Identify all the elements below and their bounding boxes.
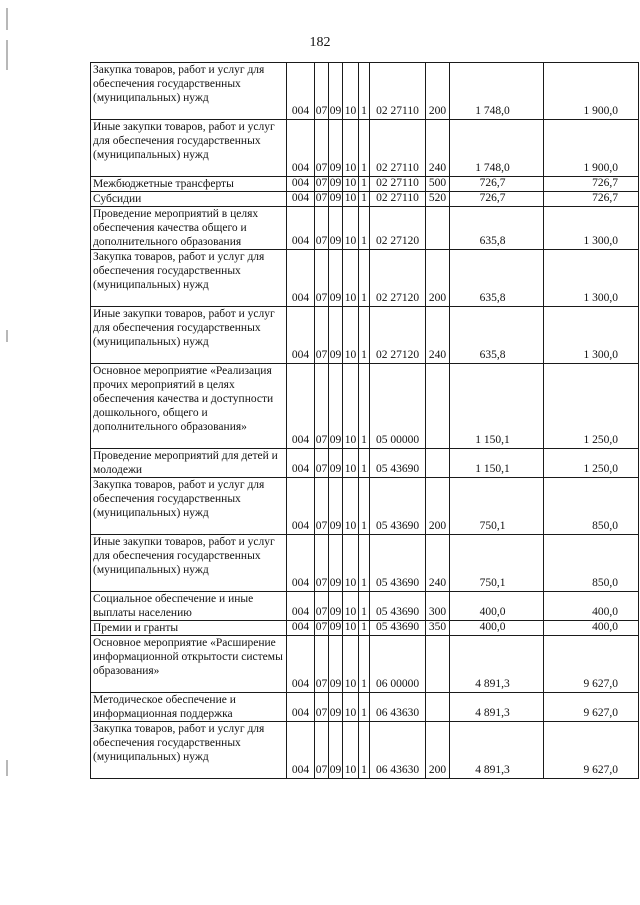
subsection-code: 09 — [329, 636, 343, 693]
table-row — [91, 478, 639, 535]
target-article-code: 02 27110 — [370, 192, 426, 207]
expense-type-code — [426, 364, 450, 449]
table-body — [91, 63, 639, 779]
section-code: 07 — [315, 693, 329, 722]
target-article-code: 05 43690 — [370, 592, 426, 621]
table-row — [91, 250, 639, 307]
budget-table — [90, 62, 639, 779]
expense-type-code: 200 — [426, 63, 450, 120]
table-row — [91, 449, 639, 478]
ministry-code: 004 — [287, 693, 315, 722]
amount-first-year: 1 150,1 — [450, 449, 544, 478]
subprogram-code: 1 — [359, 592, 370, 621]
amount-second-year: 1 250,0 — [544, 364, 639, 449]
section-code: 07 — [315, 207, 329, 250]
program-code: 10 — [343, 207, 359, 250]
subsection-code: 09 — [329, 478, 343, 535]
subprogram-code: 1 — [359, 63, 370, 120]
section-code: 07 — [315, 449, 329, 478]
row-name — [91, 693, 287, 722]
amount-second-year: 726,7 — [544, 177, 639, 192]
ministry-code: 004 — [287, 478, 315, 535]
subsection-code: 09 — [329, 535, 343, 592]
subsection-code: 09 — [329, 693, 343, 722]
section-code: 07 — [315, 192, 329, 207]
row-name-text: Проведение мероприятий для детей и молодежи — [93, 450, 278, 476]
amount-first-year: 400,0 — [450, 592, 544, 621]
subprogram-code: 1 — [359, 693, 370, 722]
row-name-text: Социальное обеспечение и иные выплаты населению — [93, 593, 254, 619]
row-name — [91, 307, 287, 364]
row-name — [91, 449, 287, 478]
amount-second-year: 9 627,0 — [544, 693, 639, 722]
subsection-code: 09 — [329, 307, 343, 364]
program-code: 10 — [343, 364, 359, 449]
expense-type-code — [426, 636, 450, 693]
subprogram-code: 1 — [359, 722, 370, 779]
program-code: 10 — [343, 693, 359, 722]
section-code: 07 — [315, 307, 329, 364]
target-article-code: 02 27120 — [370, 207, 426, 250]
amount-second-year: 400,0 — [544, 592, 639, 621]
ministry-code: 004 — [287, 636, 315, 693]
expense-type-code: 200 — [426, 478, 450, 535]
row-name-text: Субсидии — [93, 193, 142, 205]
subsection-code: 09 — [329, 63, 343, 120]
amount-second-year: 850,0 — [544, 535, 639, 592]
table-row — [91, 592, 639, 621]
section-code: 07 — [315, 636, 329, 693]
target-article-code: 02 27110 — [370, 63, 426, 120]
amount-first-year: 4 891,3 — [450, 693, 544, 722]
row-name — [91, 207, 287, 250]
program-code: 10 — [343, 722, 359, 779]
row-name — [91, 636, 287, 693]
amount-second-year: 850,0 — [544, 478, 639, 535]
ministry-code: 004 — [287, 177, 315, 192]
page-number: 182 — [309, 35, 331, 50]
table-row — [91, 192, 639, 207]
program-code: 10 — [343, 192, 359, 207]
amount-first-year: 1 150,1 — [450, 364, 544, 449]
table-row — [91, 177, 639, 192]
section-code: 07 — [315, 592, 329, 621]
row-name — [91, 364, 287, 449]
section-code: 07 — [315, 722, 329, 779]
amount-first-year: 750,1 — [450, 478, 544, 535]
amount-second-year: 1 300,0 — [544, 250, 639, 307]
subsection-code: 09 — [329, 449, 343, 478]
expense-type-code: 240 — [426, 120, 450, 177]
subsection-code: 09 — [329, 177, 343, 192]
row-name-text: Иные закупки товаров, работ и услуг для обеспечения государственных (муниципальных) нужд — [93, 536, 275, 576]
target-article-code: 05 00000 — [370, 364, 426, 449]
amount-first-year: 1 748,0 — [450, 120, 544, 177]
ministry-code: 004 — [287, 364, 315, 449]
expense-type-code: 240 — [426, 307, 450, 364]
subprogram-code: 1 — [359, 478, 370, 535]
amount-first-year: 750,1 — [450, 535, 544, 592]
target-article-code: 06 00000 — [370, 636, 426, 693]
ministry-code: 004 — [287, 120, 315, 177]
subprogram-code: 1 — [359, 636, 370, 693]
program-code: 10 — [343, 636, 359, 693]
section-code: 07 — [315, 120, 329, 177]
expense-type-code: 300 — [426, 592, 450, 621]
target-article-code: 06 43630 — [370, 693, 426, 722]
table-row — [91, 307, 639, 364]
subsection-code: 09 — [329, 364, 343, 449]
row-name-text: Закупка товаров, работ и услуг для обеспечения государственных (муниципальных) нужд — [93, 723, 265, 763]
scan-edge-marks — [2, 0, 16, 905]
section-code: 07 — [315, 63, 329, 120]
row-name-text: Закупка товаров, работ и услуг для обеспечения государственных (муниципальных) нужд — [93, 251, 265, 291]
target-article-code: 02 27110 — [370, 177, 426, 192]
ministry-code: 004 — [287, 722, 315, 779]
target-article-code: 05 43690 — [370, 621, 426, 636]
subsection-code: 09 — [329, 592, 343, 621]
target-article-code: 05 43690 — [370, 449, 426, 478]
amount-first-year: 4 891,3 — [450, 722, 544, 779]
row-name-text: Межбюджетные трансферты — [93, 178, 234, 190]
row-name-text: Закупка товаров, работ и услуг для обеспечения государственных (муниципальных) нужд — [93, 479, 265, 519]
subprogram-code: 1 — [359, 177, 370, 192]
row-name — [91, 177, 287, 192]
row-name-text: Закупка товаров, работ и услуг для обеспечения государственных (муниципальных) нужд — [93, 64, 265, 104]
expense-type-code: 500 — [426, 177, 450, 192]
row-name — [91, 192, 287, 207]
row-name — [91, 592, 287, 621]
amount-second-year: 726,7 — [544, 192, 639, 207]
program-code: 10 — [343, 449, 359, 478]
expense-type-code: 200 — [426, 722, 450, 779]
table-row — [91, 120, 639, 177]
subprogram-code: 1 — [359, 250, 370, 307]
amount-second-year: 1 300,0 — [544, 207, 639, 250]
subsection-code: 09 — [329, 207, 343, 250]
row-name-text: Основное мероприятие «Расширение информационной открытости системы образования» — [93, 637, 283, 677]
table-row — [91, 535, 639, 592]
row-name — [91, 250, 287, 307]
amount-second-year: 9 627,0 — [544, 636, 639, 693]
program-code: 10 — [343, 535, 359, 592]
program-code: 10 — [343, 621, 359, 636]
target-article-code: 05 43690 — [370, 535, 426, 592]
subsection-code: 09 — [329, 120, 343, 177]
amount-first-year: 726,7 — [450, 177, 544, 192]
amount-first-year: 400,0 — [450, 621, 544, 636]
expense-type-code — [426, 207, 450, 250]
program-code: 10 — [343, 63, 359, 120]
ministry-code: 004 — [287, 207, 315, 250]
row-name — [91, 120, 287, 177]
table-row — [91, 636, 639, 693]
expense-type-code: 240 — [426, 535, 450, 592]
ministry-code: 004 — [287, 592, 315, 621]
ministry-code: 004 — [287, 449, 315, 478]
section-code: 07 — [315, 177, 329, 192]
section-code: 07 — [315, 250, 329, 307]
amount-first-year: 635,8 — [450, 207, 544, 250]
row-name — [91, 63, 287, 120]
table-row — [91, 693, 639, 722]
ministry-code: 004 — [287, 307, 315, 364]
expense-type-code: 350 — [426, 621, 450, 636]
row-name-text: Методическое обеспечение и информационная поддержка — [93, 694, 236, 720]
program-code: 10 — [343, 120, 359, 177]
row-name — [91, 722, 287, 779]
row-name-text: Иные закупки товаров, работ и услуг для обеспечения государственных (муниципальных) нужд — [93, 308, 275, 348]
section-code: 07 — [315, 535, 329, 592]
target-article-code: 06 43630 — [370, 722, 426, 779]
subsection-code: 09 — [329, 192, 343, 207]
subsection-code: 09 — [329, 621, 343, 636]
target-article-code: 02 27120 — [370, 307, 426, 364]
row-name — [91, 621, 287, 636]
subsection-code: 09 — [329, 722, 343, 779]
row-name-text: Проведение мероприятий в целях обеспечения качества общего и дополнительного образования — [93, 208, 259, 248]
amount-first-year: 1 748,0 — [450, 63, 544, 120]
ministry-code: 004 — [287, 621, 315, 636]
table-row — [91, 621, 639, 636]
ministry-code: 004 — [287, 535, 315, 592]
subprogram-code: 1 — [359, 535, 370, 592]
ministry-code: 004 — [287, 250, 315, 307]
expense-type-code — [426, 693, 450, 722]
subprogram-code: 1 — [359, 192, 370, 207]
program-code: 10 — [343, 177, 359, 192]
ministry-code: 004 — [287, 192, 315, 207]
program-code: 10 — [343, 592, 359, 621]
table-row — [91, 722, 639, 779]
row-name — [91, 535, 287, 592]
row-name — [91, 478, 287, 535]
amount-first-year: 4 891,3 — [450, 636, 544, 693]
table-row — [91, 207, 639, 250]
table-row — [91, 63, 639, 120]
subprogram-code: 1 — [359, 307, 370, 364]
section-code: 07 — [315, 478, 329, 535]
subprogram-code: 1 — [359, 364, 370, 449]
table-row — [91, 364, 639, 449]
target-article-code: 02 27120 — [370, 250, 426, 307]
expense-type-code: 520 — [426, 192, 450, 207]
amount-second-year: 1 300,0 — [544, 307, 639, 364]
subprogram-code: 1 — [359, 207, 370, 250]
amount-first-year: 726,7 — [450, 192, 544, 207]
program-code: 10 — [343, 250, 359, 307]
amount-second-year: 400,0 — [544, 621, 639, 636]
amount-second-year: 1 250,0 — [544, 449, 639, 478]
row-name-text: Премии и гранты — [93, 622, 179, 634]
amount-first-year: 635,8 — [450, 250, 544, 307]
row-name-text: Иные закупки товаров, работ и услуг для обеспечения государственных (муниципальных) нужд — [93, 121, 275, 161]
subprogram-code: 1 — [359, 621, 370, 636]
amount-second-year: 1 900,0 — [544, 63, 639, 120]
ministry-code: 004 — [287, 63, 315, 120]
subprogram-code: 1 — [359, 120, 370, 177]
row-name-text: Основное мероприятие «Реализация прочих мероприятий в целях обеспечения качества и доступности дошкольного, общего и дополнительного образования» — [93, 365, 274, 433]
expense-type-code: 200 — [426, 250, 450, 307]
subsection-code: 09 — [329, 250, 343, 307]
target-article-code: 02 27110 — [370, 120, 426, 177]
amount-second-year: 9 627,0 — [544, 722, 639, 779]
target-article-code: 05 43690 — [370, 478, 426, 535]
program-code: 10 — [343, 307, 359, 364]
program-code: 10 — [343, 478, 359, 535]
subprogram-code: 1 — [359, 449, 370, 478]
amount-first-year: 635,8 — [450, 307, 544, 364]
amount-second-year: 1 900,0 — [544, 120, 639, 177]
expense-type-code — [426, 449, 450, 478]
section-code: 07 — [315, 364, 329, 449]
section-code: 07 — [315, 621, 329, 636]
